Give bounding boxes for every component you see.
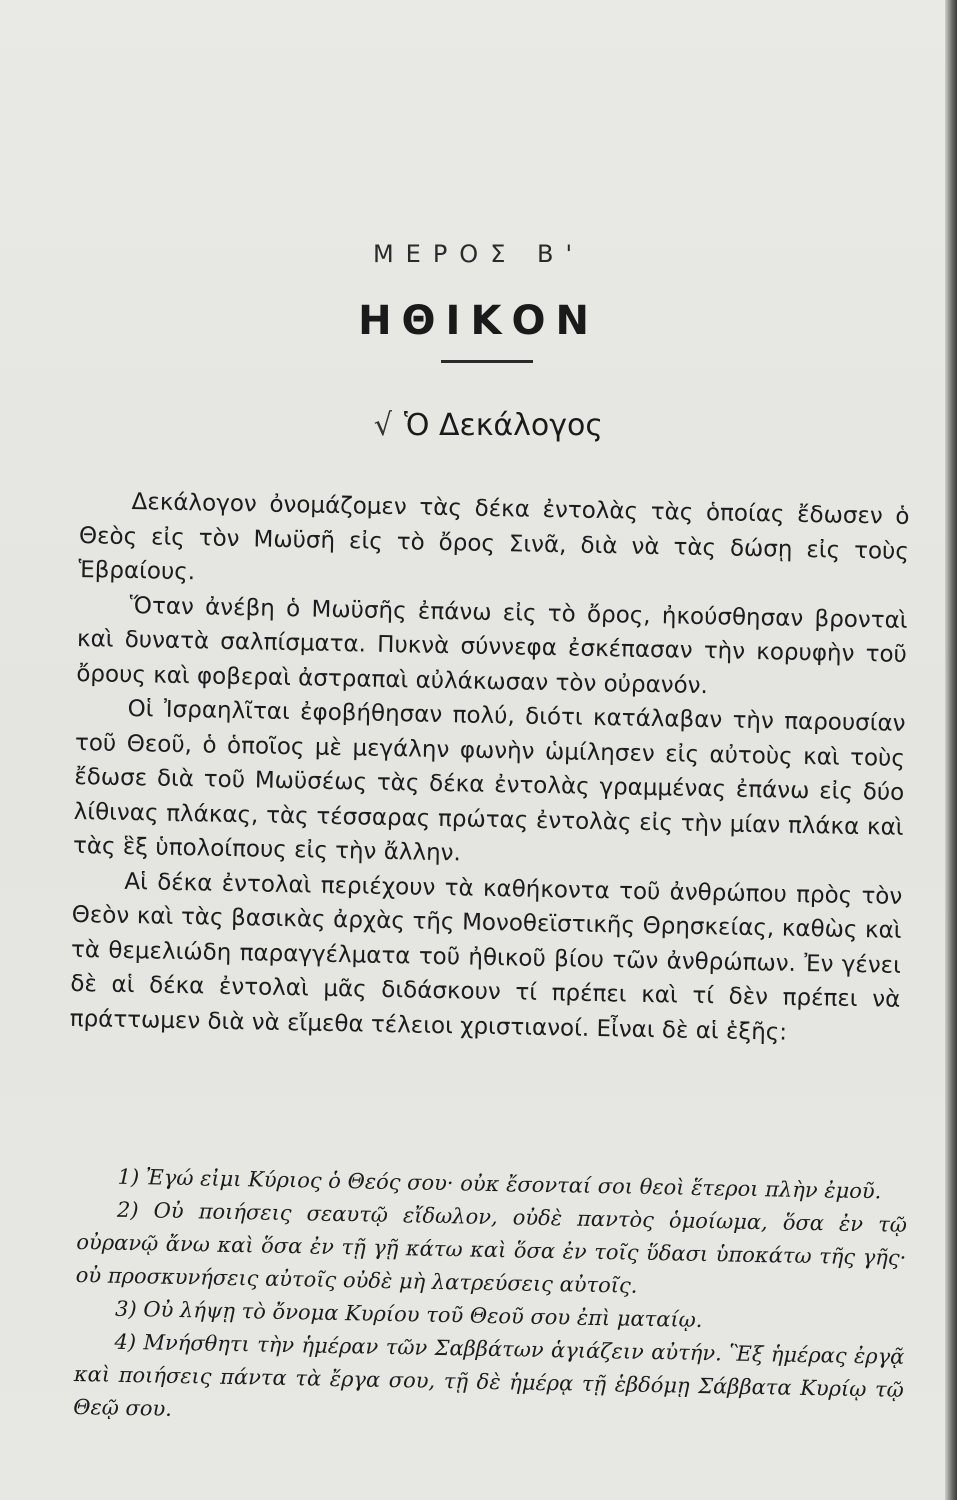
body-text <box>69 484 909 1052</box>
commandment-item: 2) Οὐ ποιήσεις σεαυτῷ εἴδωλον, οὐδὲ παντὸς ὁμοίωμα, ὅσα ἐν τῷ οὐρανῷ ἄνω καὶ ὅσα ἐν τῇ γῇ κάτω καὶ ὅσα ἐν τοῖς ὕδασι ὑποκάτω τῆς γῆς· οὐ προσκυνήσεις αὐτοῖς οὐδὲ μὴ λατρεύσεις αὐτοῖς. <box>75 1197 908 1298</box>
commandment-item: 3) Οὐ λήψῃ τὸ ὄνομα Κυρίου τοῦ Θεοῦ σου ἐπὶ ματαίῳ. <box>114 1296 703 1333</box>
paragraph: Δεκάλογον ὀνομάζομεν τὰς δέκα ἐντολὰς τὰς ὁποίας ἔδωσεν ὁ Θεὸς εἰς τὸν Μωϋσῆ εἰς τὸ ὄρος Σινᾶ, διὰ νὰ τὰς δώσῃ εἰς τοὺς Ἑβραίους. <box>78 488 910 586</box>
paragraph: Ὅταν ἀνέβη ὁ Μωϋσῆς ἐπάνω εἰς τὸ ὄρος, ἠκούσθησαν βρονταὶ καὶ δυνατὰ σαλπίσματα. Πυκνὰ σύννεφα ἐσκέπασαν τὴν κορυφὴν τοῦ ὄρους καὶ φοβεραὶ ἀστραπαὶ αὐλάκωσαν τὸν οὐρανόν. <box>76 592 908 699</box>
page-edge-shadow <box>945 0 957 1500</box>
handwritten-check-mark: √ <box>372 407 395 444</box>
main-title: ΗΘΙΚΟΝ <box>358 298 599 344</box>
commandments-list <box>73 1160 908 1440</box>
paragraph: Αἱ δέκα ἐντολαὶ περιέχουν τὰ καθήκοντα τοῦ ἀνθρώπου πρὸς τὸν Θεὸν καὶ τὰς βασικὰς ἀρχὰς τῆς Μονοθεϊστικῆς Θρησκείας, καθὼς καὶ τὰ θεμελιώδη παραγγέλματα τοῦ ἠθικοῦ βίου τῶν ἀνθρώπων. Ἐν γένει δὲ αἱ δέκα ἐντολαὶ μᾶς διδάσκουν τί πρέπει καὶ τί δὲν πρέπει νὰ πράττωμεν διὰ νὰ εἴμεθα τέλειοι χριστιανοί. Εἶναι δὲ αἱ ἑξῆς: <box>69 868 903 1046</box>
section-title: Ὁ Δεκάλογος <box>404 408 603 443</box>
paragraph: Οἱ Ἰσραηλῖται ἐφοβήθησαν πολύ, διότι κατάλαβαν τὴν παρουσίαν τοῦ Θεοῦ, ὁ ὁποῖος μὲ μεγάλην φωνὴν ὡμίλησεν εἰς αὐτοὺς καὶ τοὺς ἔδωσε διὰ τοῦ Μωϋσέως τὰς δέκα ἐντολὰς γραμμένας ἐπάνω εἰς δύο λίθινας πλάκας, τὰς τέσσαρας πρώτας ἐντολὰς εἰς τὴν μίαν πλάκα καὶ τὰς ἓξ ὑπολοίπους εἰς τὴν ἄλλην. <box>72 695 906 867</box>
commandment-item: 1) Ἐγώ εἰμι Κύριος ὁ Θεός σου· οὐκ ἔσονταί σοι θεοὶ ἕτεροι πλὴν ἐμοῦ. <box>117 1164 882 1204</box>
part-heading: ΜΕΡΟΣ Β' <box>372 240 585 268</box>
commandment-item: 4) Μνήσθητι τὴν ἡμέραν τῶν Σαββάτων ἁγιάζειν αὐτήν. Ἓξ ἡμέρας ἐργᾷ καὶ ποιήσεις πάντα τὰ ἔργα σου, τῇ δὲ ἡμέρᾳ τῇ ἑβδόμῃ Σάββατα Κυρίῳ τῷ Θεῷ σου. <box>73 1329 905 1421</box>
title-divider <box>441 360 533 363</box>
